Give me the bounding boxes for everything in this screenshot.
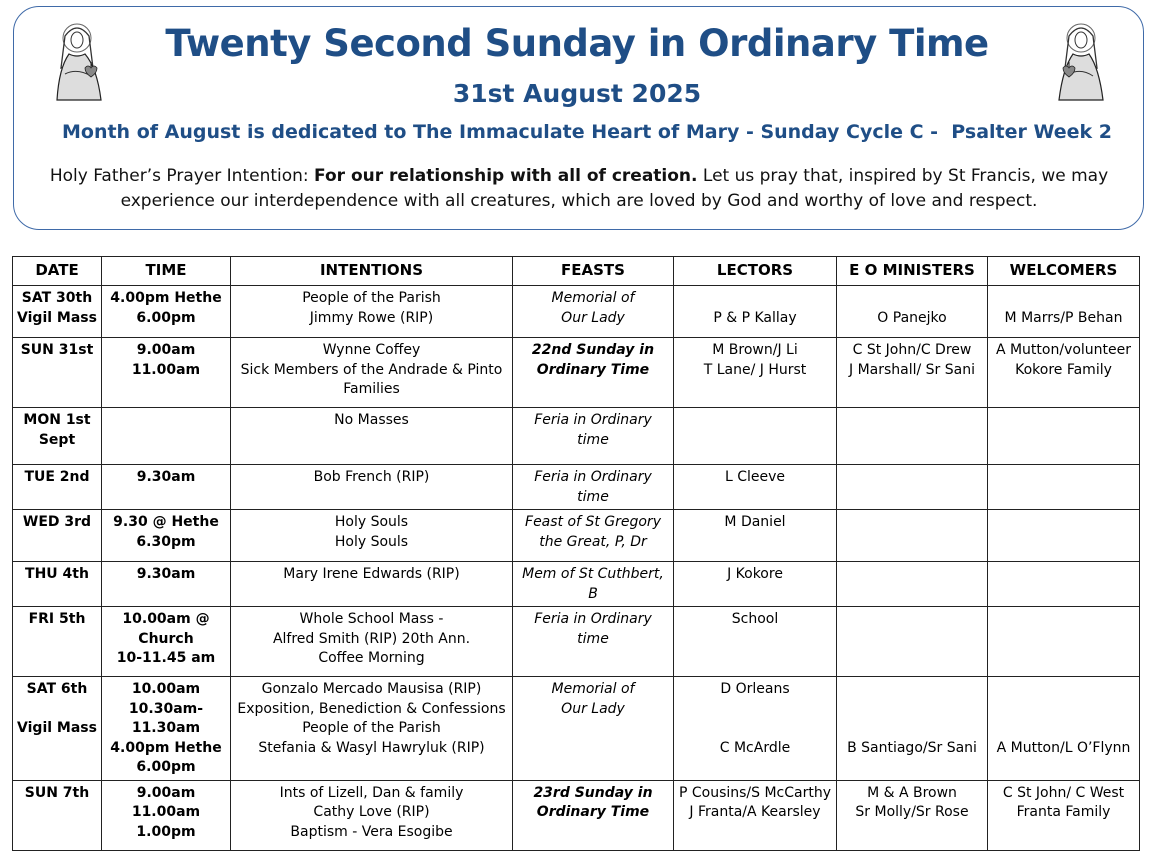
eo-ministers-cell: [837, 780, 988, 850]
lectors-cell: [674, 338, 837, 408]
cell-line: Vigil Mass: [17, 720, 97, 736]
cell-line: Franta Family: [1016, 804, 1111, 820]
cell-line: Mem of St Cuthbert, B: [522, 566, 664, 602]
cell-line: FRI 5th: [28, 611, 86, 627]
cell-line: [678, 289, 832, 309]
cell-line: Ordinary Time: [536, 804, 650, 820]
welcomers-cell: [988, 286, 1140, 338]
cell-line: Sick Members of the Andrade & Pinto: [240, 361, 503, 378]
cell-line: 10.30am-11.30am: [128, 700, 204, 736]
feasts-cell: [513, 286, 674, 338]
cell-line: Sr Molly/Sr Rose: [855, 804, 969, 820]
lectors-cell: [674, 286, 837, 338]
cell-line: Cathy Love (RIP): [313, 804, 430, 820]
cell-line: Gonzalo Mercado Mausisa (RIP): [261, 681, 482, 697]
lectors-cell: [674, 562, 837, 607]
welcomers-cell: [988, 780, 1140, 850]
cell-line: Bob French (RIP): [313, 469, 430, 485]
cell-line: 4.00pm Hethe: [110, 739, 222, 756]
cell-line: B Santiago/Sr Sani: [847, 739, 977, 756]
cell-line: School: [731, 611, 779, 627]
dedication-line: Month of August is dedicated to The Immaculate Heart of Mary - Sunday Cycle C - Psalter Week 2: [61, 121, 1113, 143]
cell-line: A Mutton/L O’Flynn: [996, 739, 1131, 756]
lectors-cell: [674, 780, 837, 850]
lectors-cell: [674, 677, 837, 781]
cell-line: SUN 31st: [20, 342, 94, 358]
time-cell: [102, 510, 231, 562]
date-cell: [13, 338, 102, 408]
cell-line: SAT 30th: [21, 290, 93, 306]
cell-line: M Brown/J Li: [712, 342, 798, 358]
cell-line: Vigil Mass: [17, 309, 97, 326]
eo-ministers-cell: [837, 562, 988, 607]
date-cell: [13, 677, 102, 781]
prayer-intention: [24, 164, 1134, 214]
cell-line: 9.30 @ Hethe: [113, 514, 219, 530]
cell-line: Kokore Family: [1015, 361, 1112, 378]
cell-line: J Franta/A Kearsley: [689, 804, 821, 820]
feasts-cell: [513, 677, 674, 781]
welcomers-cell: [988, 408, 1140, 465]
cell-line: People of the Parish: [302, 290, 441, 306]
cell-line: C St John/ C West: [1002, 784, 1125, 801]
schedule-body: [13, 286, 1140, 851]
cell-line: 10-11.45 am: [116, 650, 216, 666]
cell-line: Feast of St Gregory: [525, 514, 661, 530]
cell-line: D Orleans: [720, 681, 790, 697]
welcomers-cell: [988, 510, 1140, 562]
intentions-cell: [231, 465, 513, 510]
cell-line: [992, 719, 1135, 739]
cell-line: [992, 289, 1135, 309]
cell-line: [678, 700, 832, 720]
cell-line: No Masses: [334, 412, 409, 428]
cell-line: 6.00pm: [136, 759, 196, 775]
cell-line: 10.00am @: [122, 611, 210, 627]
cell-line: 11.00am: [131, 804, 201, 820]
welcomers-cell: [988, 607, 1140, 677]
cell-line: 11.00am: [131, 361, 201, 378]
cell-line: 9.00am: [136, 784, 196, 801]
cell-line: WED 3rd: [22, 514, 92, 530]
cell-line: [992, 700, 1135, 720]
cell-line: Wynne Coffey: [322, 342, 421, 358]
cell-line: P & P Kallay: [713, 309, 797, 326]
cell-line: Memorial of: [551, 290, 635, 306]
lectors-cell: [674, 607, 837, 677]
welcomers-cell: [988, 338, 1140, 408]
date-cell: [13, 510, 102, 562]
cell-line: SUN 7th: [24, 784, 90, 801]
cell-line: Baptism - Vera Esogibe: [290, 823, 453, 840]
intentions-cell: [231, 562, 513, 607]
time-cell: [102, 408, 231, 465]
cell-line: Exposition, Benediction & Confessions: [237, 700, 506, 717]
cell-line: [678, 719, 832, 739]
cell-line: 10.00am: [131, 681, 201, 697]
date-cell: [13, 780, 102, 850]
feasts-cell: [513, 780, 674, 850]
table-row: [13, 408, 1140, 465]
cell-line: Coffee Morning: [318, 650, 425, 666]
column-header-intentions: INTENTIONS: [231, 257, 513, 286]
cell-line: A Mutton/volunteer: [995, 342, 1132, 358]
cell-line: Memorial of: [551, 681, 635, 697]
lectors-cell: [674, 408, 837, 465]
time-cell: [102, 607, 231, 677]
intentions-cell: [231, 677, 513, 781]
cell-line: Feria in Ordinary time: [534, 412, 652, 448]
column-header-welcomers: WELCOMERS: [988, 257, 1140, 286]
cell-line: 6.00pm: [136, 309, 196, 326]
cell-line: People of the Parish: [302, 720, 441, 736]
time-cell: [102, 562, 231, 607]
cell-line: MON 1st: [23, 412, 91, 428]
intentions-cell: [231, 338, 513, 408]
cell-line: [841, 289, 983, 309]
prayer-bold: For our relationship with all of creation.: [314, 166, 698, 186]
cell-line: 9.00am: [136, 342, 196, 358]
cell-line: Holy Souls: [334, 514, 409, 530]
mass-schedule-table: [12, 256, 1140, 851]
cell-line: TUE 2nd: [24, 469, 90, 485]
feasts-cell: [513, 338, 674, 408]
eo-ministers-cell: [837, 510, 988, 562]
table-row: [13, 562, 1140, 607]
header-row: [13, 257, 1140, 286]
intentions-cell: [231, 286, 513, 338]
date-heading: 31st August 2025: [452, 79, 702, 108]
table-row: [13, 286, 1140, 338]
cell-line: C St John/C Drew: [852, 342, 972, 358]
cell-line: P Cousins/S McCarthy: [678, 784, 832, 801]
lectors-cell: [674, 465, 837, 510]
table-row: [13, 465, 1140, 510]
eo-ministers-cell: [837, 338, 988, 408]
cell-line: M Daniel: [724, 514, 786, 530]
feasts-cell: [513, 465, 674, 510]
cell-line: 9.30am: [136, 469, 196, 485]
cell-line: Jimmy Rowe (RIP): [309, 309, 434, 326]
lectors-cell: [674, 510, 837, 562]
cell-line: THU 4th: [25, 566, 89, 582]
intentions-cell: [231, 408, 513, 465]
cell-line: [17, 700, 97, 720]
table-row: [13, 677, 1140, 781]
prayer-lead: Holy Father’s Prayer Intention:: [49, 166, 315, 186]
cell-line: J Marshall/ Sr Sani: [848, 361, 975, 378]
cell-line: C McArdle: [719, 739, 791, 756]
time-cell: [102, 338, 231, 408]
feasts-cell: [513, 510, 674, 562]
time-cell: [102, 677, 231, 781]
cell-line: 9.30am: [136, 566, 196, 582]
cell-line: [992, 680, 1135, 700]
date-cell: [13, 465, 102, 510]
table-row: [13, 510, 1140, 562]
cell-line: Church: [138, 630, 194, 647]
cell-line: Mary Irene Edwards (RIP): [283, 566, 460, 582]
table-row: [13, 780, 1140, 850]
prayer-rest: Let us pray that, inspired by St Francis, we may experience our interdependence with all creatures, which are loved by God and worthy of love and respect.: [120, 166, 1109, 211]
welcomers-cell: [988, 677, 1140, 781]
cell-line: Alfred Smith (RIP) 20th Ann.: [272, 630, 471, 647]
table-row: [13, 338, 1140, 408]
cell-line: Sept: [38, 431, 76, 448]
cell-line: J Kokore: [727, 566, 783, 582]
feasts-cell: [513, 607, 674, 677]
cell-line: Holy Souls: [334, 533, 409, 550]
date-cell: [13, 286, 102, 338]
welcomers-cell: [988, 562, 1140, 607]
cell-line: Ints of Lizell, Dan & family: [279, 784, 464, 801]
intentions-cell: [231, 780, 513, 850]
column-header-feasts: FEASTS: [513, 257, 674, 286]
eo-ministers-cell: [837, 465, 988, 510]
cell-line: 4.00pm Hethe: [110, 290, 222, 306]
intentions-cell: [231, 510, 513, 562]
column-header-eo-ministers: E O MINISTERS: [837, 257, 988, 286]
cell-line: Families: [343, 381, 400, 397]
date-cell: [13, 562, 102, 607]
date-cell: [13, 607, 102, 677]
cell-line: Our Lady: [561, 309, 625, 326]
cell-line: L Cleeve: [724, 469, 786, 485]
cell-line: M Marrs/P Behan: [1004, 309, 1123, 326]
column-header-date: DATE: [13, 257, 102, 286]
welcomers-cell: [988, 465, 1140, 510]
cell-line: 22nd Sunday in: [531, 342, 655, 358]
column-header-lectors: LECTORS: [674, 257, 837, 286]
cell-line: M & A Brown: [867, 784, 957, 801]
cell-line: Our Lady: [561, 700, 625, 717]
cell-line: Ordinary Time: [536, 361, 650, 378]
feasts-cell: [513, 408, 674, 465]
cell-line: [841, 680, 983, 700]
date-cell: [13, 408, 102, 465]
eo-ministers-cell: [837, 286, 988, 338]
table-row: [13, 607, 1140, 677]
cell-line: 1.00pm: [136, 823, 196, 840]
eo-ministers-cell: [837, 677, 988, 781]
cell-line: Stefania & Wasyl Hawryluk (RIP): [258, 739, 485, 756]
cell-line: T Lane/ J Hurst: [703, 361, 807, 378]
cell-line: the Great, P, Dr: [539, 533, 647, 550]
cell-line: [841, 700, 983, 720]
cell-line: O Panejko: [877, 309, 947, 326]
column-header-time: TIME: [102, 257, 231, 286]
time-cell: [102, 780, 231, 850]
cell-line: Feria in Ordinary time: [534, 611, 652, 647]
eo-ministers-cell: [837, 408, 988, 465]
intentions-cell: [231, 607, 513, 677]
cell-line: 6.30pm: [136, 533, 196, 550]
eo-ministers-cell: [837, 607, 988, 677]
time-cell: [102, 286, 231, 338]
cell-line: [841, 719, 983, 739]
cell-line: Whole School Mass -: [299, 611, 444, 627]
time-cell: [102, 465, 231, 510]
page-title: Twenty Second Sunday in Ordinary Time: [165, 22, 989, 65]
cell-line: SAT 6th: [26, 681, 88, 697]
cell-line: 23rd Sunday in: [533, 784, 653, 801]
cell-line: Feria in Ordinary time: [534, 469, 652, 505]
feasts-cell: [513, 562, 674, 607]
